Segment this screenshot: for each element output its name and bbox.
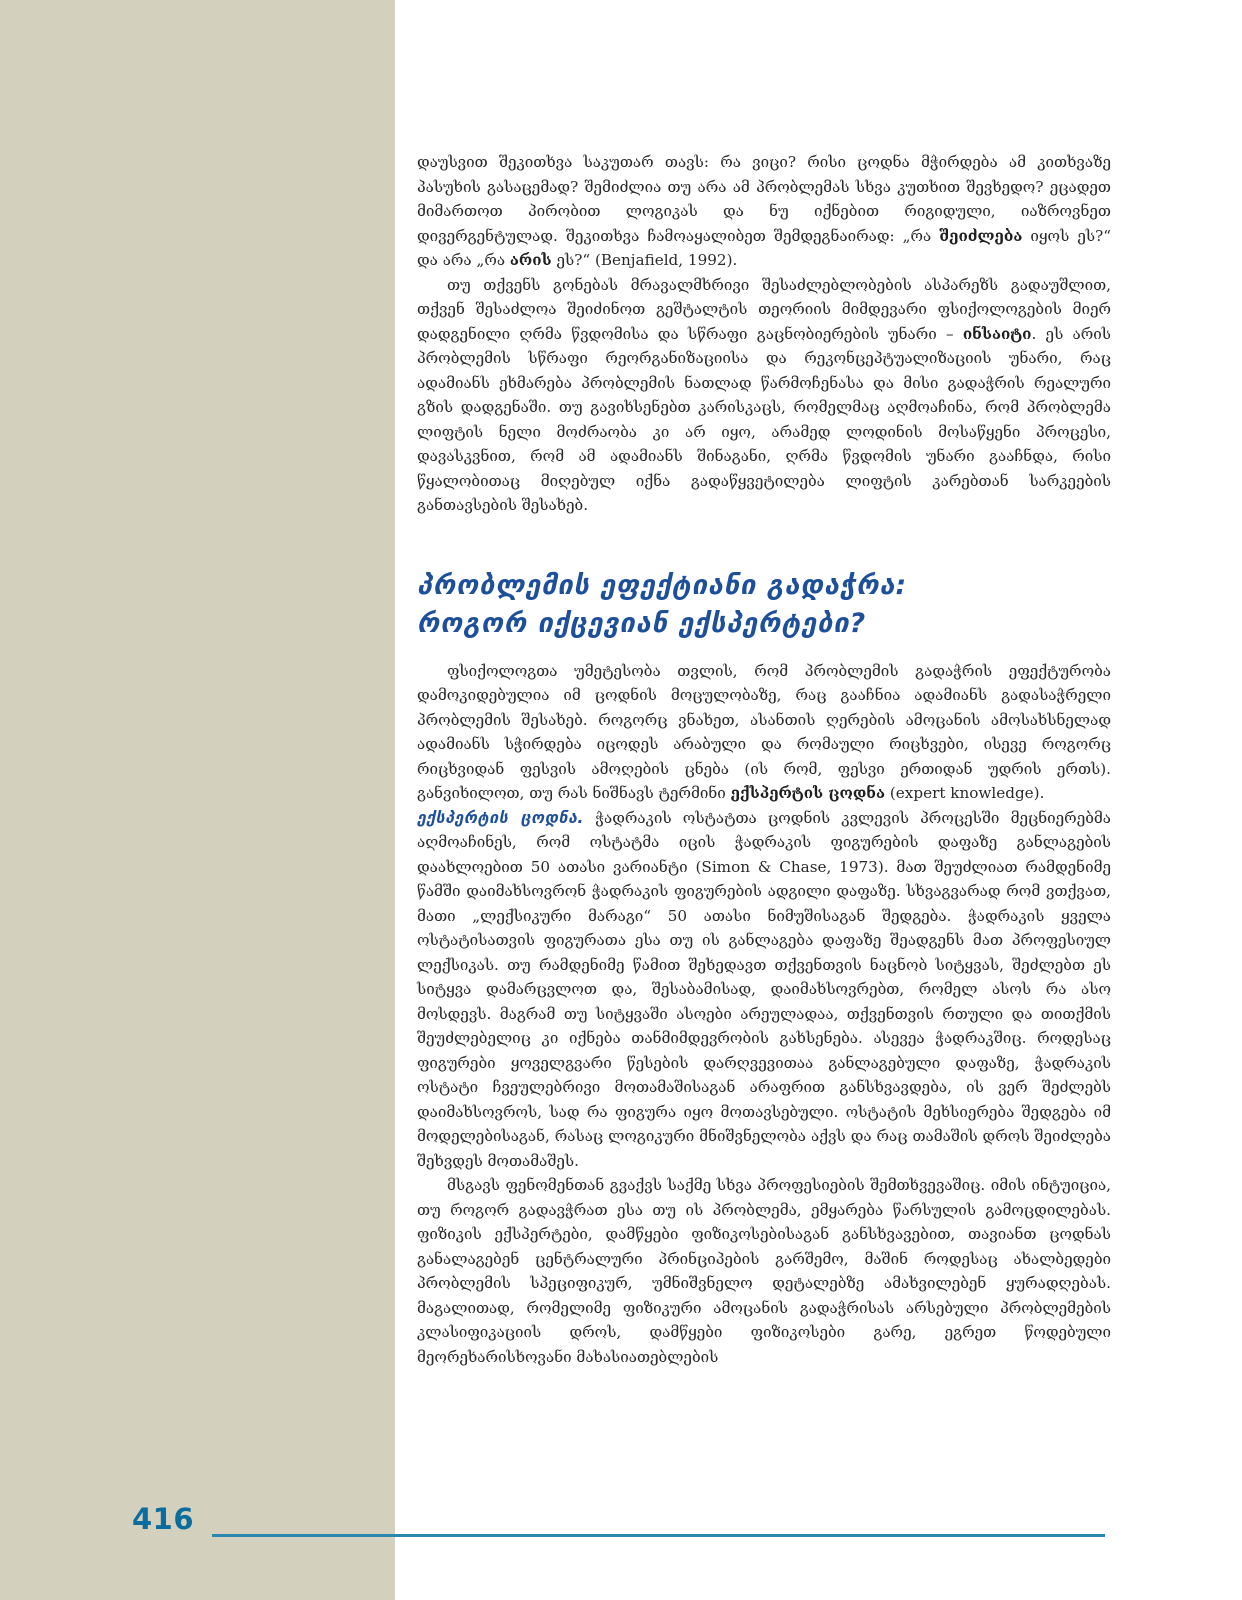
subsection-heading: ექსპერტის ცოდნა. [417,807,585,827]
footer-rule [212,1534,1105,1537]
paragraph: დაუსვით შეკითხვა საკუთარ თავს: რა ვიცი? რისი ცოდნა მჭირდება ამ კითხვაზე პასუხის გასაცემად? შემიძლია თუ არა ამ პრობლემას სხვა კუთხით შევხედო? ეცადეთ მიმართოთ პირობით ლოგიკას და ნუ იქნებით რიგიდული, იაზროვნეთ დივერგენტულად. შეკითხვა ჩამოაყალიბეთ შემდეგნაირად: „რა შეიძლება იყოს ეს?“ და არა „რა არის ეს?“ (Benjafield, 1992). [417,153,1111,269]
paragraph: თუ თქვენს გონებას მრავალმხრივი შესაძლებლობების ასპარეზს გადაუშლით, თქვენ შესაძლოა შეიძინოთ გეშტალტის თეორიის მიმდევარი ფსიქოლოგების მიერ დადგენილი ღრმა წვდომისა და სწრაფი გაცნობიერების უნარი – ინსაიტი. ეს არის პრობლემის სწრაფი რეორგანიზაციისა და რეკონცეპტუალიზაციის უნარი, რაც ადამიანს ეხმარება პრობლემის ნათლად წარმოჩენასა და მისი გადაჭრის რეალური გზის დადგენაში. თუ გავიხსენებთ კარისკაცს, რომელმაც აღმოაჩინა, რომ პრობლემა ლიფტის ნელი მოძრაობა კი არ იყო, არამედ ლოდინის მოსაწყენი პროცესი, დავასკვნით, რომ ამ ადამიანს შინაგანი, ღრმა წვდომის უნარი გააჩნდა, რისი წყალობითაც მიღებულ იქნა გადაწყვეტილება ლიფტის კარებთან სარკეების განთავსების შესახებ. [417,275,1111,514]
page-content [417,150,1111,1369]
paragraph: ფსიქოლოგთა უმეტესობა თვლის, რომ პრობლემის გადაჭრის ეფექტურობა დამოკიდებულია იმ ცოდნის მოცულობაზე, რაც გააჩნია ადამიანს გადასაჭრელი პრობლემის შესახებ. როგორც ვნახეთ, ასანთის ღერების ამოცანის ამოსახსნელად ადამიანს სჭირდება იცოდეს არაბული და რომაული რიცხვები, ისევე როგორც რიცხვიდან ფესვის ამოღების ცნება (ის რომ, ფესვი ერთიდან უდრის ერთს). განვიხილოთ, თუ რას ნიშნავს ტერმინი ექსპერტის ცოდნა (expert knowledge). [417,661,1111,802]
sidebar-band [0,0,395,1600]
subsection-paragraph: ექსპერტის ცოდნა. ჭადრაკის ოსტატთა ცოდნის კვლევის პროცესში მეცნიერებმა აღმოაჩინეს, რომ ოსტატმა იცის ჭადრაკის ფიგურების დაფაზე განლაგების დაახლოებით 50 ათასი ვარიანტი (Simon & Chase, 1973). მათ შეუძლიათ რამდენიმე წამში დაიმახსოვრონ ჭადრაკის ფიგურების ადგილი დაფაზე. სხვაგვარად რომ ვთქვათ, მათი „ლექსიკური მარაგი“ 50 ათასი ნიმუშისაგან შედგება. ჭადრაკის ყველა ოსტატისათვის ფიგურათა ესა თუ ის განლაგება დაფაზე შეადგენს მათ პროფესიულ ლექსიკას. თუ რამდენიმე წამით შეხედავთ თქვენთვის ნაცნობ სიტყვას, შეძლებთ ეს სიტყვა დამარცვლოთ და, შესაბამისად, დაიმახსოვრებთ, რომელ ასოს რა ასო მოსდევს. მაგრამ თუ სიტყვაში ასოები არეულადაა, თქვენთვის რთული და თითქმის შეუძლებელიც კი იქნება თანმიმდევრობის გახსენება. ასევეა ჭადრაკშიც. როდესაც ფიგურები ყოველგვარი წესების დარღვევითაა განლაგებული დაფაზე, ჭადრაკის ოსტატი ჩვეულებრივი მოთამაშისაგან არაფრით განსხვავდება, ის ვერ შეძლებს დაიმახსოვროს, სად რა ფიგურა იყო მოთავსებული. ოსტატის მეხსიერება შედგება იმ მოდელებისაგან, რასაც ლოგიკური მნიშვნელობა აქვს და რაც თამაშის დროს შეიძლება შეხვდეს მოთამაშეს. [417,807,1111,1170]
section-heading-line-2: როგორ იქცევიან ექსპერტები? [417,607,867,639]
paragraph: მსგავს ფენომენთან გვაქვს საქმე სხვა პროფესიების შემთხვევაშიც. იმის ინტუიცია, თუ როგორ გადავჭრათ ესა თუ ის პრობლემა, ემყარება წარსულის გამოცდილებას. ფიზიკის ექსპერტები, დამწყები ფიზიკოსებისაგან განსხვავებით, თავიანთ ცოდნას განალაგებენ ცენტრალური პრინციპების გარშემო, მაშინ როდესაც ახალბედები პრობლემის სპეციფიკურ, უმნიშვნელო დეტალებზე ამახვილებენ ყურადღებას. მაგალითად, რომელიმე ფიზიკური ამოცანის გადაჭრისას არსებული პრობლემების კლასიფიკაციის დროს, დამწყები ფიზიკოსები გარე, ეგრეთ წოდებული მეორეხარისხოვანი მახასიათებლების [417,1176,1111,1366]
term-expert-knowledge: ექსპერტის ცოდნა [730,784,886,802]
page-number: 416 [132,1502,195,1536]
section-heading-line-1: პრობლემის ეფექტიანი გადაჭრა: [417,569,908,601]
emphasis: შეიძლება [939,226,1023,245]
section-heading [417,567,1111,643]
term-insight: ინსაიტი [962,324,1032,343]
emphasis: არის [509,251,552,269]
